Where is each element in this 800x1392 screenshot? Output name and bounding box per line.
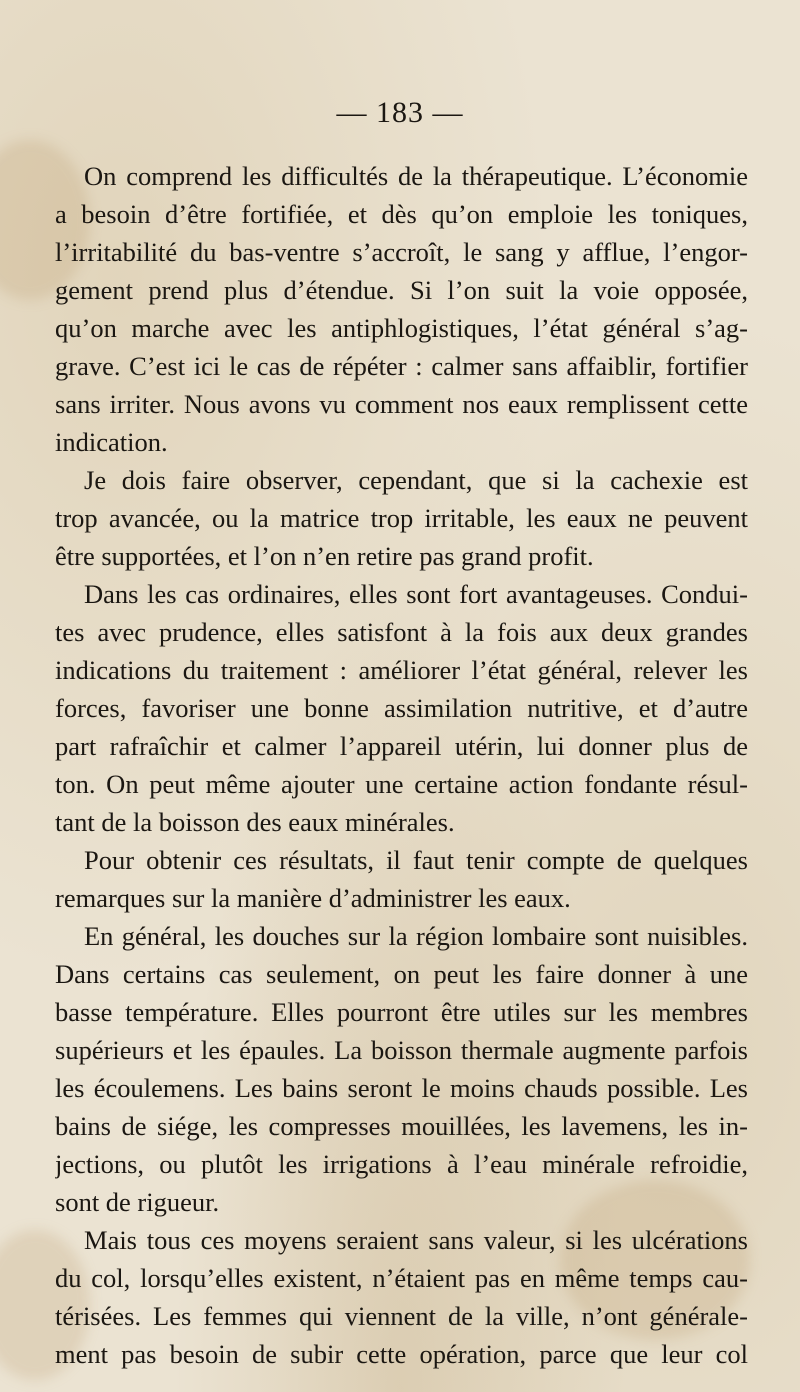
text-line: trop avancée, ou la matrice trop irritable, les eaux ne peuvent [55,503,748,533]
text-line: Mais tous ces moyens seraient sans valeur, si les ulcérations [84,1225,748,1255]
text-line: Dans certains cas seulement, on peut les faire donner à une [55,959,748,989]
text-line: On comprend les difficultés de la thérapeutique. L’économie [84,161,748,191]
text-line: térisées. Les femmes qui viennent de la ville, n’ont générale- [55,1301,748,1331]
text-line: Je dois faire observer, cependant, que si la cachexie est [84,465,748,495]
text-line: Dans les cas ordinaires, elles sont fort avantageuses. Condui- [84,579,748,609]
text-line: a besoin d’être fortifiée, et dès qu’on emploie les toniques, [55,199,748,229]
text-line: bains de siége, les compresses mouillées, les lavemens, les in- [55,1111,748,1141]
text-line: jections, ou plutôt les irrigations à l’eau minérale refroidie, [55,1149,748,1179]
text-line: qu’on marche avec les antiphlogistiques, l’état général s’ag- [55,313,748,343]
text-line: tes avec prudence, elles satisfont à la fois aux deux grandes [55,617,748,647]
text-line: ton. On peut même ajouter une certaine action fondante résul- [55,769,748,799]
text-line: basse température. Elles pourront être utiles sur les membres [55,997,748,1027]
text-line: gement prend plus d’étendue. Si l’on suit la voie opposée, [55,275,748,305]
body-text [55,157,748,1373]
text-line: sans irriter. Nous avons vu comment nos eaux remplissent cette [55,389,748,419]
text-line: supérieurs et les épaules. La boisson thermale augmente parfois [55,1035,748,1065]
text-line: ment pas besoin de subir cette opération, parce que leur col [55,1339,748,1369]
text-line: sont de rigueur. [55,1187,220,1217]
text-line: Pour obtenir ces résultats, il faut tenir compte de quelques [84,845,748,875]
text-line: tant de la boisson des eaux minérales. [55,807,455,837]
text-line: part rafraîchir et calmer l’appareil utérin, lui donner plus de [55,731,748,761]
text-line: grave. C’est ici le cas de répéter : calmer sans affaiblir, fortifier [55,351,748,381]
text-line: indications du traitement : améliorer l’état général, relever les [55,655,748,685]
text-line: forces, favoriser une bonne assimilation nutritive, et d’autre [55,693,748,723]
text-line: indication. [55,427,168,457]
text-line: être supportées, et l’on n’en retire pas grand profit. [55,541,594,571]
text-line: l’irritabilité du bas-ventre s’accroît, le sang y afflue, l’engor- [55,237,748,267]
text-line: remarques sur la manière d’administrer les eaux. [55,883,571,913]
text-line: les écoulemens. Les bains seront le moins chauds possible. Les [55,1073,748,1103]
text-line: du col, lorsqu’elles existent, n’étaient pas en même temps cau- [55,1263,748,1293]
page-number: — 183 — [336,96,464,129]
text-line: En général, les douches sur la région lombaire sont nuisibles. [84,921,748,951]
